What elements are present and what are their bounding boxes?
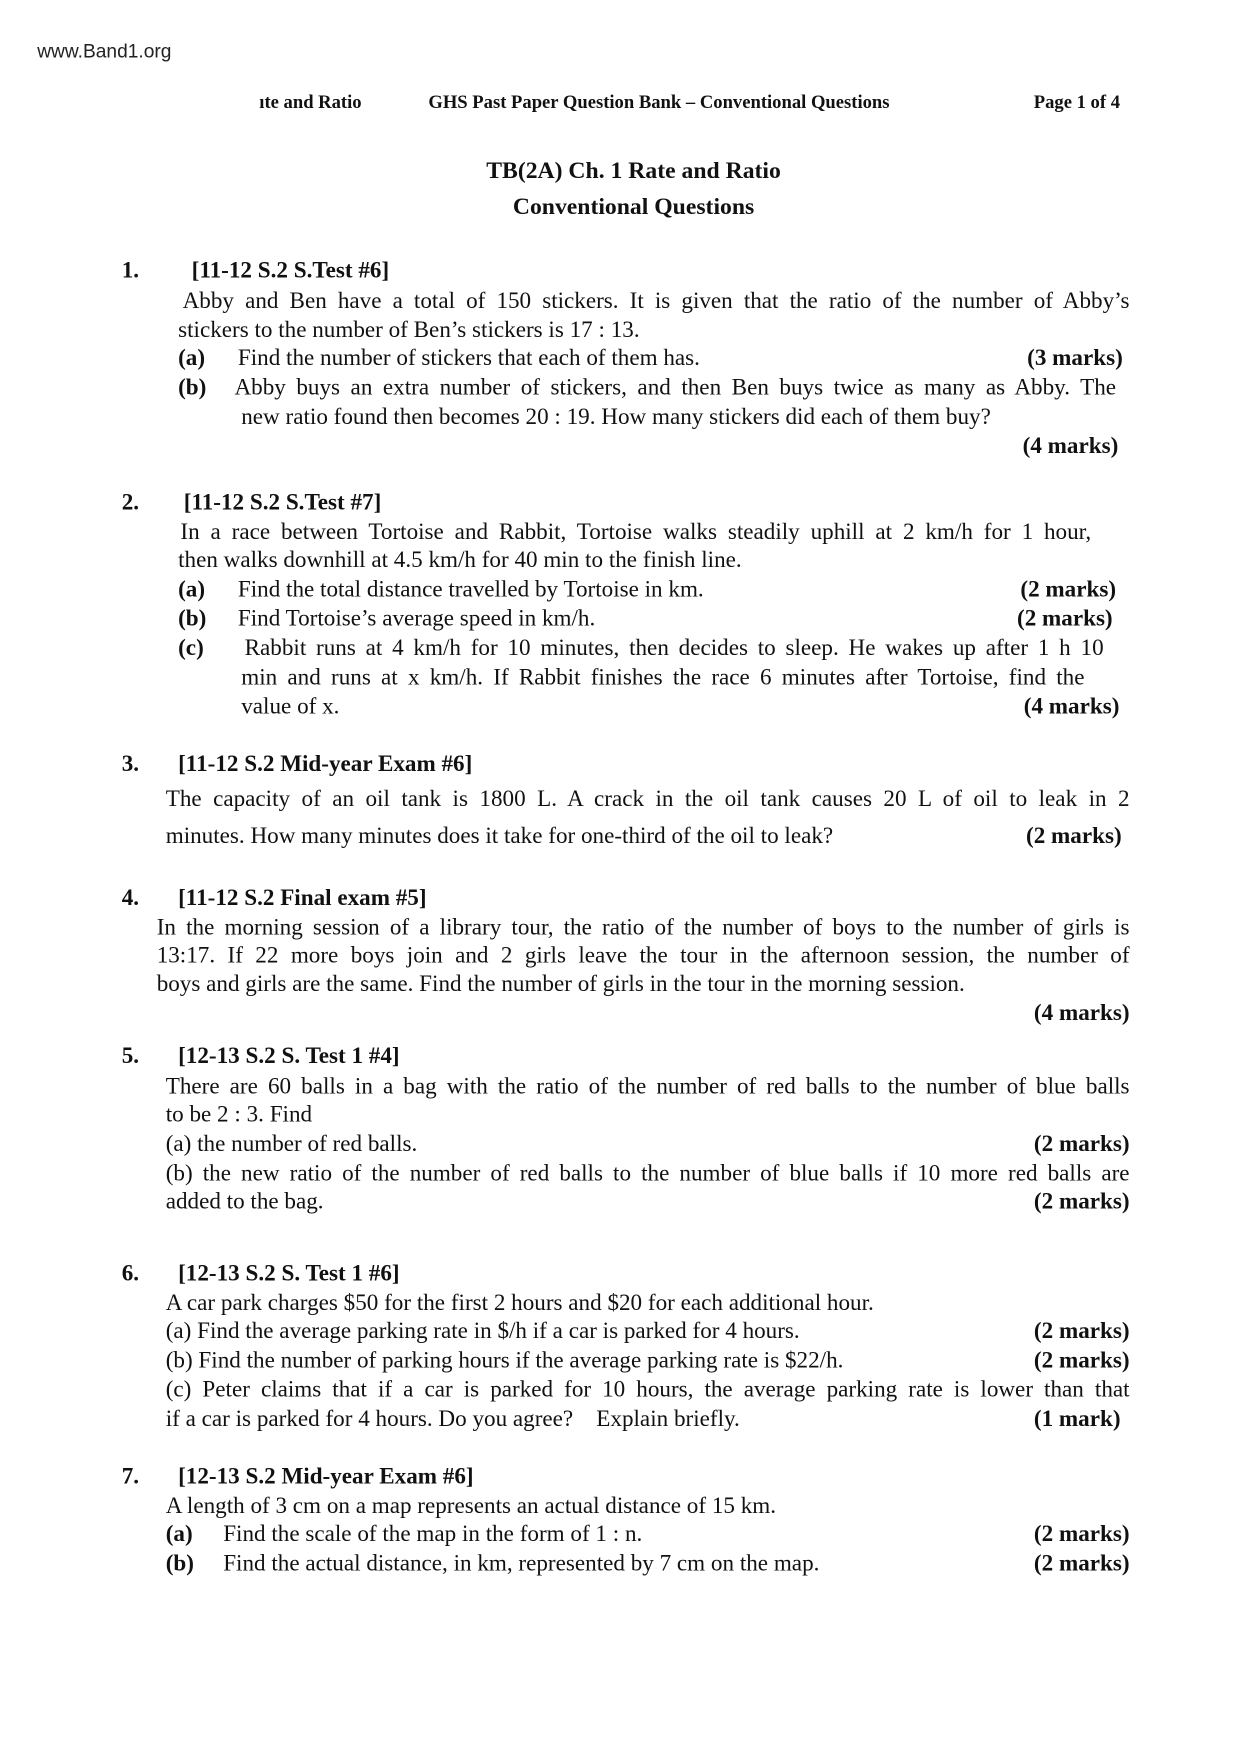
q1-source: [11-12 S.2 S.Test #6]: [191, 258, 390, 283]
q1a-marks: (3 marks): [1027, 346, 1123, 371]
q5-text: There are 60 balls in a bag with the ratio of the number of red balls to the number of blue balls: [165, 1074, 1130, 1100]
q2b-label: (b): [178, 606, 207, 632]
q5-source: [12-13 S.2 S. Test 1 #4]: [178, 1043, 400, 1069]
watermark: www.Band1.org: [37, 40, 172, 63]
q2c-label: (c): [178, 635, 204, 661]
q7a-text: Find the scale of the map in the form of 1 : n.: [223, 1521, 643, 1547]
q3-source: [11-12 S.2 Mid-year Exam #6]: [178, 751, 473, 777]
q7a-label: (a): [165, 1521, 193, 1547]
q4-marks: (4 marks): [1033, 1001, 1130, 1026]
q7b-label: (b): [165, 1551, 194, 1576]
q2a-marks: (2 marks): [1020, 577, 1117, 602]
q2c-text: min and runs at x km/h. If Rabbit finishes the race 6 minutes after Tortoise, find the: [241, 665, 1085, 690]
q1-text: stickers to the number of Ben’s stickers is 17 : 13.: [178, 317, 640, 343]
page-number: Page 1 of 4: [1033, 91, 1121, 113]
q6a-marks: (2 marks): [1033, 1318, 1130, 1344]
q4-source: [11-12 S.2 Final exam #5]: [178, 886, 427, 911]
q6c-text: if a car is parked for 4 hours. Do you agree? Explain briefly.: [165, 1406, 740, 1432]
q1b-label: (b): [178, 375, 207, 401]
q4-text: 13:17. If 22 more boys join and 2 girls leave the tour in the afternoon session, the number of: [156, 943, 1130, 969]
q2-number: 2.: [121, 490, 140, 516]
q2b-marks: (2 marks): [1017, 606, 1113, 632]
q3-text: minutes. How many minutes does it take for one-third of the oil to leak?: [165, 824, 834, 849]
q5a-marks: (2 marks): [1033, 1131, 1130, 1157]
q4-number: 4.: [121, 886, 140, 911]
q2c-marks: (4 marks): [1023, 694, 1120, 720]
q4-text: boys and girls are the same. Find the number of girls in the tour in the morning session.: [156, 971, 965, 997]
q4-text: In the morning session of a library tour, the ratio of the number of boys to the number of girls is: [156, 915, 1130, 941]
q2-text: then walks downhill at 4.5 km/h for 40 min to the finish line.: [178, 547, 742, 573]
q3-number: 3.: [121, 751, 140, 777]
q6-number: 6.: [121, 1261, 140, 1287]
q6b-marks: (2 marks): [1033, 1348, 1130, 1374]
q1a-label: (a): [178, 346, 206, 371]
q7a-marks: (2 marks): [1033, 1521, 1130, 1547]
q2-source: [11-12 S.2 S.Test #7]: [183, 490, 382, 516]
q1b-marks: (4 marks): [1022, 434, 1119, 459]
q2a-text: Find the total distance travelled by Tortoise in km.: [237, 577, 704, 602]
q1-text: Abby and Ben have a total of 150 stickers. It is given that the ratio of the number of Abby’s: [182, 288, 1130, 314]
q1-number: 1.: [121, 258, 140, 283]
q6b-text: (b) Find the number of parking hours if the average parking rate is $22/h.: [165, 1348, 844, 1374]
q6a-text: (a) Find the average parking rate in $/h if a car is parked for 4 hours.: [165, 1318, 800, 1344]
q5b-marks: (2 marks): [1033, 1189, 1130, 1215]
q7b-text: Find the actual distance, in km, represented by 7 cm on the map.: [223, 1551, 820, 1576]
q6c-marks: (1 mark): [1033, 1406, 1121, 1432]
q5-number: 5.: [121, 1043, 140, 1069]
doc-title: TB(2A) Ch. 1 Rate and Ratio: [486, 156, 781, 184]
q5b-text: (b) the new ratio of the number of red balls to the number of blue balls if 10 more red balls are: [165, 1161, 1130, 1186]
q1b-text: new ratio found then becomes 20 : 19. How many stickers did each of them buy?: [241, 404, 991, 430]
q2a-label: (a): [178, 577, 206, 602]
q5b-text: added to the bag.: [165, 1189, 324, 1215]
q5a-text: (a) the number of red balls.: [165, 1131, 418, 1157]
q7-text: A length of 3 cm on a map represents an actual distance of 15 km.: [165, 1493, 777, 1519]
q2c-text: Rabbit runs at 4 km/h for 10 minutes, then decides to sleep. He wakes up after 1 h 10: [244, 635, 1104, 661]
q3-marks: (2 marks): [1026, 824, 1122, 849]
q6c-text: (c) Peter claims that if a car is parked for 10 hours, the average parking rate is lower than that: [165, 1377, 1130, 1403]
header-left: ıte and Ratio: [259, 91, 362, 113]
q6-text: A car park charges $50 for the first 2 hours and $20 for each additional hour.: [165, 1290, 874, 1316]
q2-text: In a race between Tortoise and Rabbit, Tortoise walks steadily uphill at 2 km/h for 1 hour,: [180, 519, 1092, 545]
q2c-text: value of x.: [241, 694, 340, 720]
q7-source: [12-13 S.2 Mid-year Exam #6]: [178, 1464, 474, 1490]
q3-text: The capacity of an oil tank is 1800 L. A crack in the oil tank causes 20 L of oil to leak in 2: [165, 786, 1130, 812]
doc-subtitle: Conventional Questions: [512, 192, 755, 220]
q7b-marks: (2 marks): [1033, 1551, 1130, 1576]
q2b-text: Find Tortoise’s average speed in km/h.: [237, 606, 596, 632]
q5-text: to be 2 : 3. Find: [165, 1102, 313, 1128]
q6-source: [12-13 S.2 S. Test 1 #6]: [178, 1261, 400, 1287]
q1b-text: Abby buys an extra number of stickers, and then Ben buys twice as many as Abby. The: [234, 375, 1117, 401]
q7-number: 7.: [121, 1464, 140, 1490]
header-title: GHS Past Paper Question Bank – Conventional Questions: [428, 91, 890, 113]
q1a-text: Find the number of stickers that each of them has.: [237, 346, 700, 371]
